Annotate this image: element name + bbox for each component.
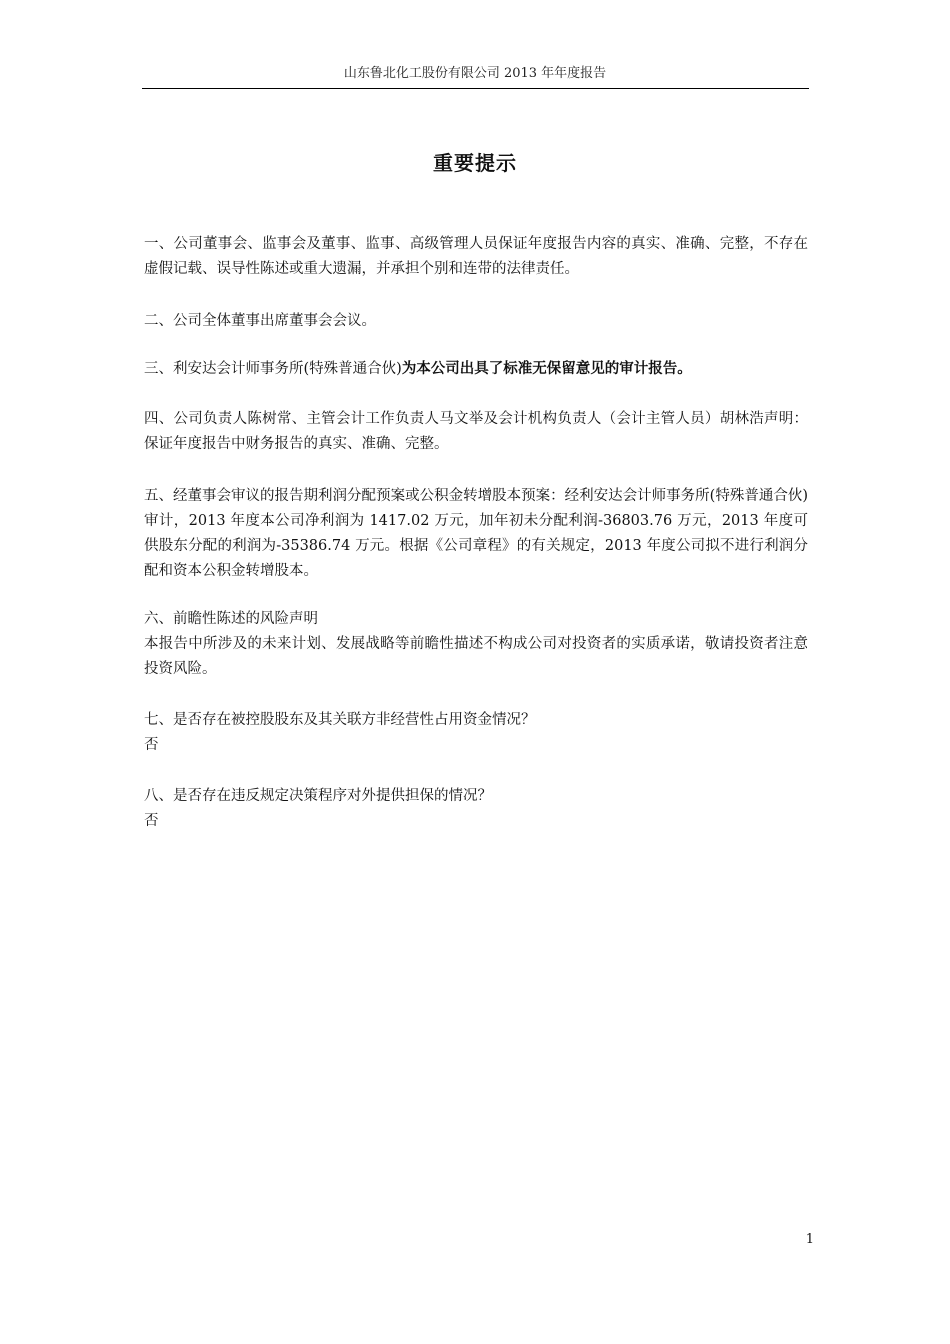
section-7-question: 七、是否存在被控股股东及其关联方非经营性占用资金情况？	[144, 712, 536, 728]
section-6	[144, 607, 808, 682]
page-title: 重要提示	[433, 151, 517, 175]
page-number: 1	[805, 1232, 814, 1247]
section-5	[144, 484, 808, 584]
section-1	[144, 232, 808, 282]
section-2	[144, 309, 808, 334]
section-1-text: 一、公司董事会、监事会及董事、监事、高级管理人员保证年度报告内容的真实、准确、完整，不存在虚假记载、误导性陈述或重大遗漏，并承担个别和连带的法律责任。	[144, 236, 808, 277]
section-3-prefix: 三、利安达会计师事务所(特殊普通合伙)	[144, 361, 402, 377]
section-8-answer: 否	[144, 813, 159, 829]
section-4-text: 四、公司负责人陈树常、主管会计工作负责人马文举及会计机构负责人（会计主管人员）胡林浩声明：保证年度报告中财务报告的真实、准确、完整。	[144, 411, 808, 452]
section-3-text	[144, 357, 808, 382]
section-6-body: 本报告中所涉及的未来计划、发展战略等前瞻性描述不构成公司对投资者的实质承诺，敬请投资者注意投资风险。	[144, 636, 808, 677]
section-7-answer: 否	[144, 737, 159, 753]
section-3	[144, 357, 808, 382]
section-8-question: 八、是否存在违反规定决策程序对外提供担保的情况？	[144, 788, 492, 804]
section-2-text: 二、公司全体董事出席董事会会议。	[144, 313, 376, 329]
section-6-heading: 六、前瞻性陈述的风险声明	[144, 611, 318, 627]
section-7	[144, 708, 808, 758]
section-3-bold-statement: 为本公司出具了标准无保留意见的审计报告。	[401, 361, 692, 377]
running-header: 山东鲁北化工股份有限公司 2013 年年度报告	[343, 66, 607, 81]
header-divider	[142, 88, 809, 89]
section-8	[144, 784, 808, 834]
section-4	[144, 407, 808, 457]
section-5-text: 五、经董事会审议的报告期利润分配预案或公积金转增股本预案：经利安达会计师事务所(特殊普通合伙)审计，2013 年度本公司净利润为 1417.02 万元，加年初未分配利润-36803.76 万元，2013 年度可供股东分配的利润为-35386.74 万元。根据《公司章程》的有关规定，2013 年度公司拟不进行利润分配和资本公积金转增股本。	[144, 488, 808, 579]
